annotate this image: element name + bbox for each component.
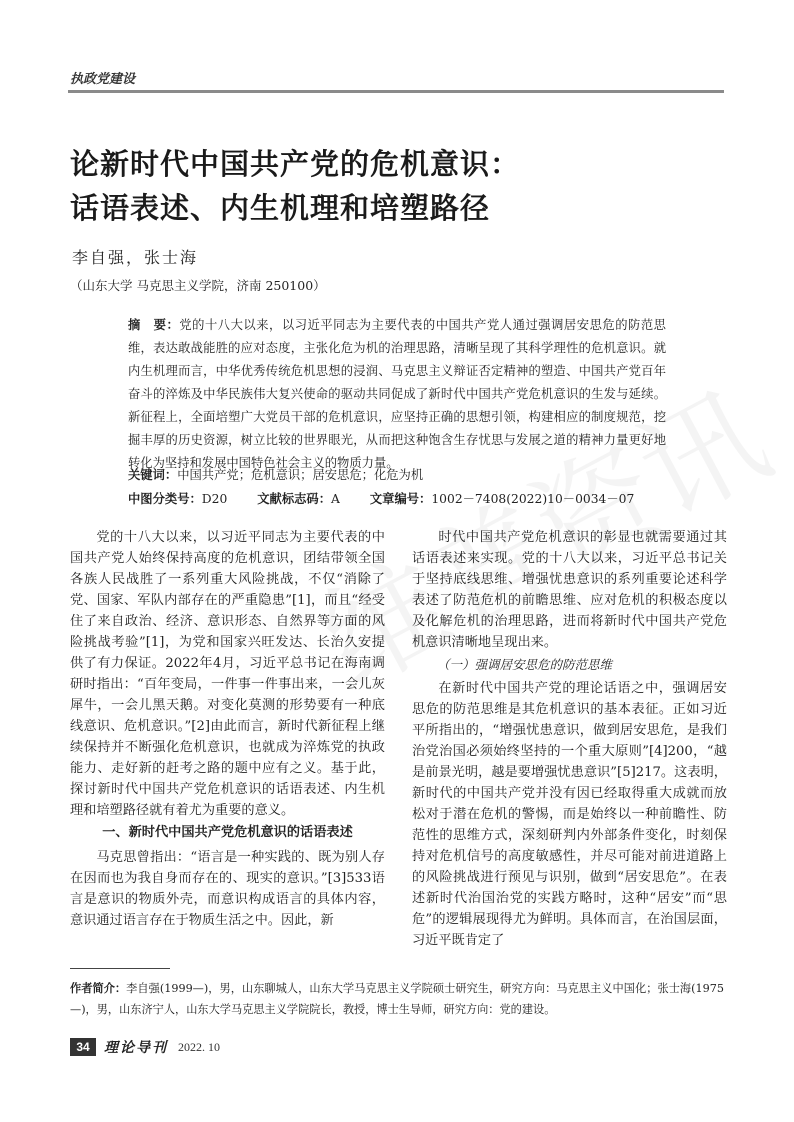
abstract-text: 党的十八大以来，以习近平同志为主要代表的中国共产党人通过强调居安思危的防范思维，表达敢战能胜的应对态度，主张化危为机的治理思路，清晰呈现了其科学理性的危机意识。就内生机理而言，中华优秀传统危机思想的浸润、马克思主义辩证否定精神的塑造、中国共产党百年奋斗的淬炼及中华民族伟大复兴使命的驱动共同促成了新时代中国共产党危机意识的生发与延续。新征程上，全面培塑广大党员干部的危机意识，应坚持正确的思想引领，构建相应的制度规范，挖掘丰厚的历史资源，树立比较的世界眼光，从而把这种饱含生存忧思与发展之道的精神力量更好地转化为坚持和发展中国特色社会主义的物质力量。 — [128, 318, 666, 470]
document-code: 文献标志码：A — [257, 492, 340, 506]
author-notes-label: 作者简介： — [70, 982, 127, 995]
clc-code: 中图分类号：D20 — [128, 492, 228, 506]
section-heading: 一、新时代中国共产党危机意识的话语表述 — [102, 825, 353, 840]
classification-line — [128, 489, 660, 507]
keywords — [128, 465, 423, 483]
paragraph: 党的十八大以来，以习近平同志为主要代表的中国共产党人始终保持高度的危机意识，团结带领全国各族人民战胜了一系列重大风险挑战，不仅“消除了党、国家、军队内部存在的严重隐患”[1]，而且“经受住了来自政治、经济、意识形态、自然界等方面的风险挑战考验”[1]，为党和国家兴旺发达、长治久安提供了有力保证。2022年4月，习近平总书记在海南调研时指出：“百年变局，一件事一件事出来，一会儿灰犀牛，一会儿黑天鹅。对变化莫测的形势要有一种底线意识、危机意识。”[2]由此而言，新时代新征程上继续保持并不断强化危机意识，也就成为淬炼党的执政能力、走好新的赶考之路的题中应有之义。基于此，探讨新时代中国共产党危机意识的话语表述、内生机理和培塑路径就有着尤为重要的意义。 — [70, 530, 385, 818]
abstract-label: 摘 要： — [128, 318, 180, 332]
author-notes — [70, 978, 724, 1020]
article-title-line-2: 话语表述、内生机理和培塑路径 — [70, 191, 491, 225]
header-rule — [68, 90, 724, 93]
paragraph: 时代中国共产党危机意识的彰显也就需要通过其话语表述来实现。党的十八大以来，习近平总书记关于坚持底线思维、增强忧患意识的系列重要论述科学表述了防范危机的前瞻思维、应对危机的积极态度以及化解危机的治理思路，进而将新时代中国共产党危机意识清晰地呈现出来。 — [412, 530, 727, 650]
footnote-rule — [70, 968, 170, 969]
issue-date: 2022. 10 — [178, 1040, 220, 1054]
paragraph: 马克思曾指出：“语言是一种实践的、既为别人存在因而也为我自身而存在的、现实的意识。”[3]533语言是意识的物质外壳，而意识构成语言的具体内容，意识通过语言存在于物质生活之中。因此，新 — [70, 850, 385, 928]
keywords-label: 关键词： — [128, 468, 178, 482]
keywords-text: 中国共产党；危机意识；居安思危；化危为机 — [177, 468, 424, 482]
affiliation: （山东大学 马克思主义学院，济南 250100） — [70, 278, 326, 293]
section-tag: 执政党建设 — [70, 72, 136, 87]
paragraph: 在新时代中国共产党的理论话语之中，强调居安思危的防范思维是其危机意识的基本表征。正如习近平所指出的，“增强忧患意识，做到居安思危，是我们治党治国必须始终坚持的一个重大原则”[4]200，“越是前景光明，越是要增强忧患意识”[5]217。这表明，新时代的中国共产党并没有因已经取得重大成就而放松对于潜在危机的警惕，而是始终以一种前瞻性、防范性的思维方式，深刻研判内外部条件变化，时刻保持对危机信号的高度敏感性，并尽可能对前进道路上的风险挑战进行预见与识别，做到“居安思危”。在表述新时代治国治党的实践方略时，这种“居安”而“思危”的逻辑展现得尤为鲜明。具体而言，在治国层面，习近平既肯定了 — [412, 681, 727, 948]
author-notes-text: 李自强(1999—)，男，山东聊城人，山东大学马克思主义学院硕士研究生，研究方向：马克思主义中国化；张士海(1975—)，男，山东济宁人，山东大学马克思主义学院院长，教授，博士生导师，研究方向：党的建设。 — [70, 982, 724, 1016]
body-column-left — [70, 527, 385, 931]
journal-name: 理论导刊 — [104, 1040, 168, 1056]
page-number: 34 — [70, 1038, 96, 1056]
body-column-right — [412, 527, 727, 951]
subsection-heading: （一）强调居安思危的防范思维 — [437, 657, 613, 672]
article-number: 文章编号：1002－7408(2022)10－0034－07 — [369, 492, 635, 506]
abstract — [128, 314, 666, 470]
article-title-line-1: 论新时代中国共产党的危机意识： — [70, 147, 521, 181]
authors: 李自强，张士海 — [72, 248, 199, 267]
